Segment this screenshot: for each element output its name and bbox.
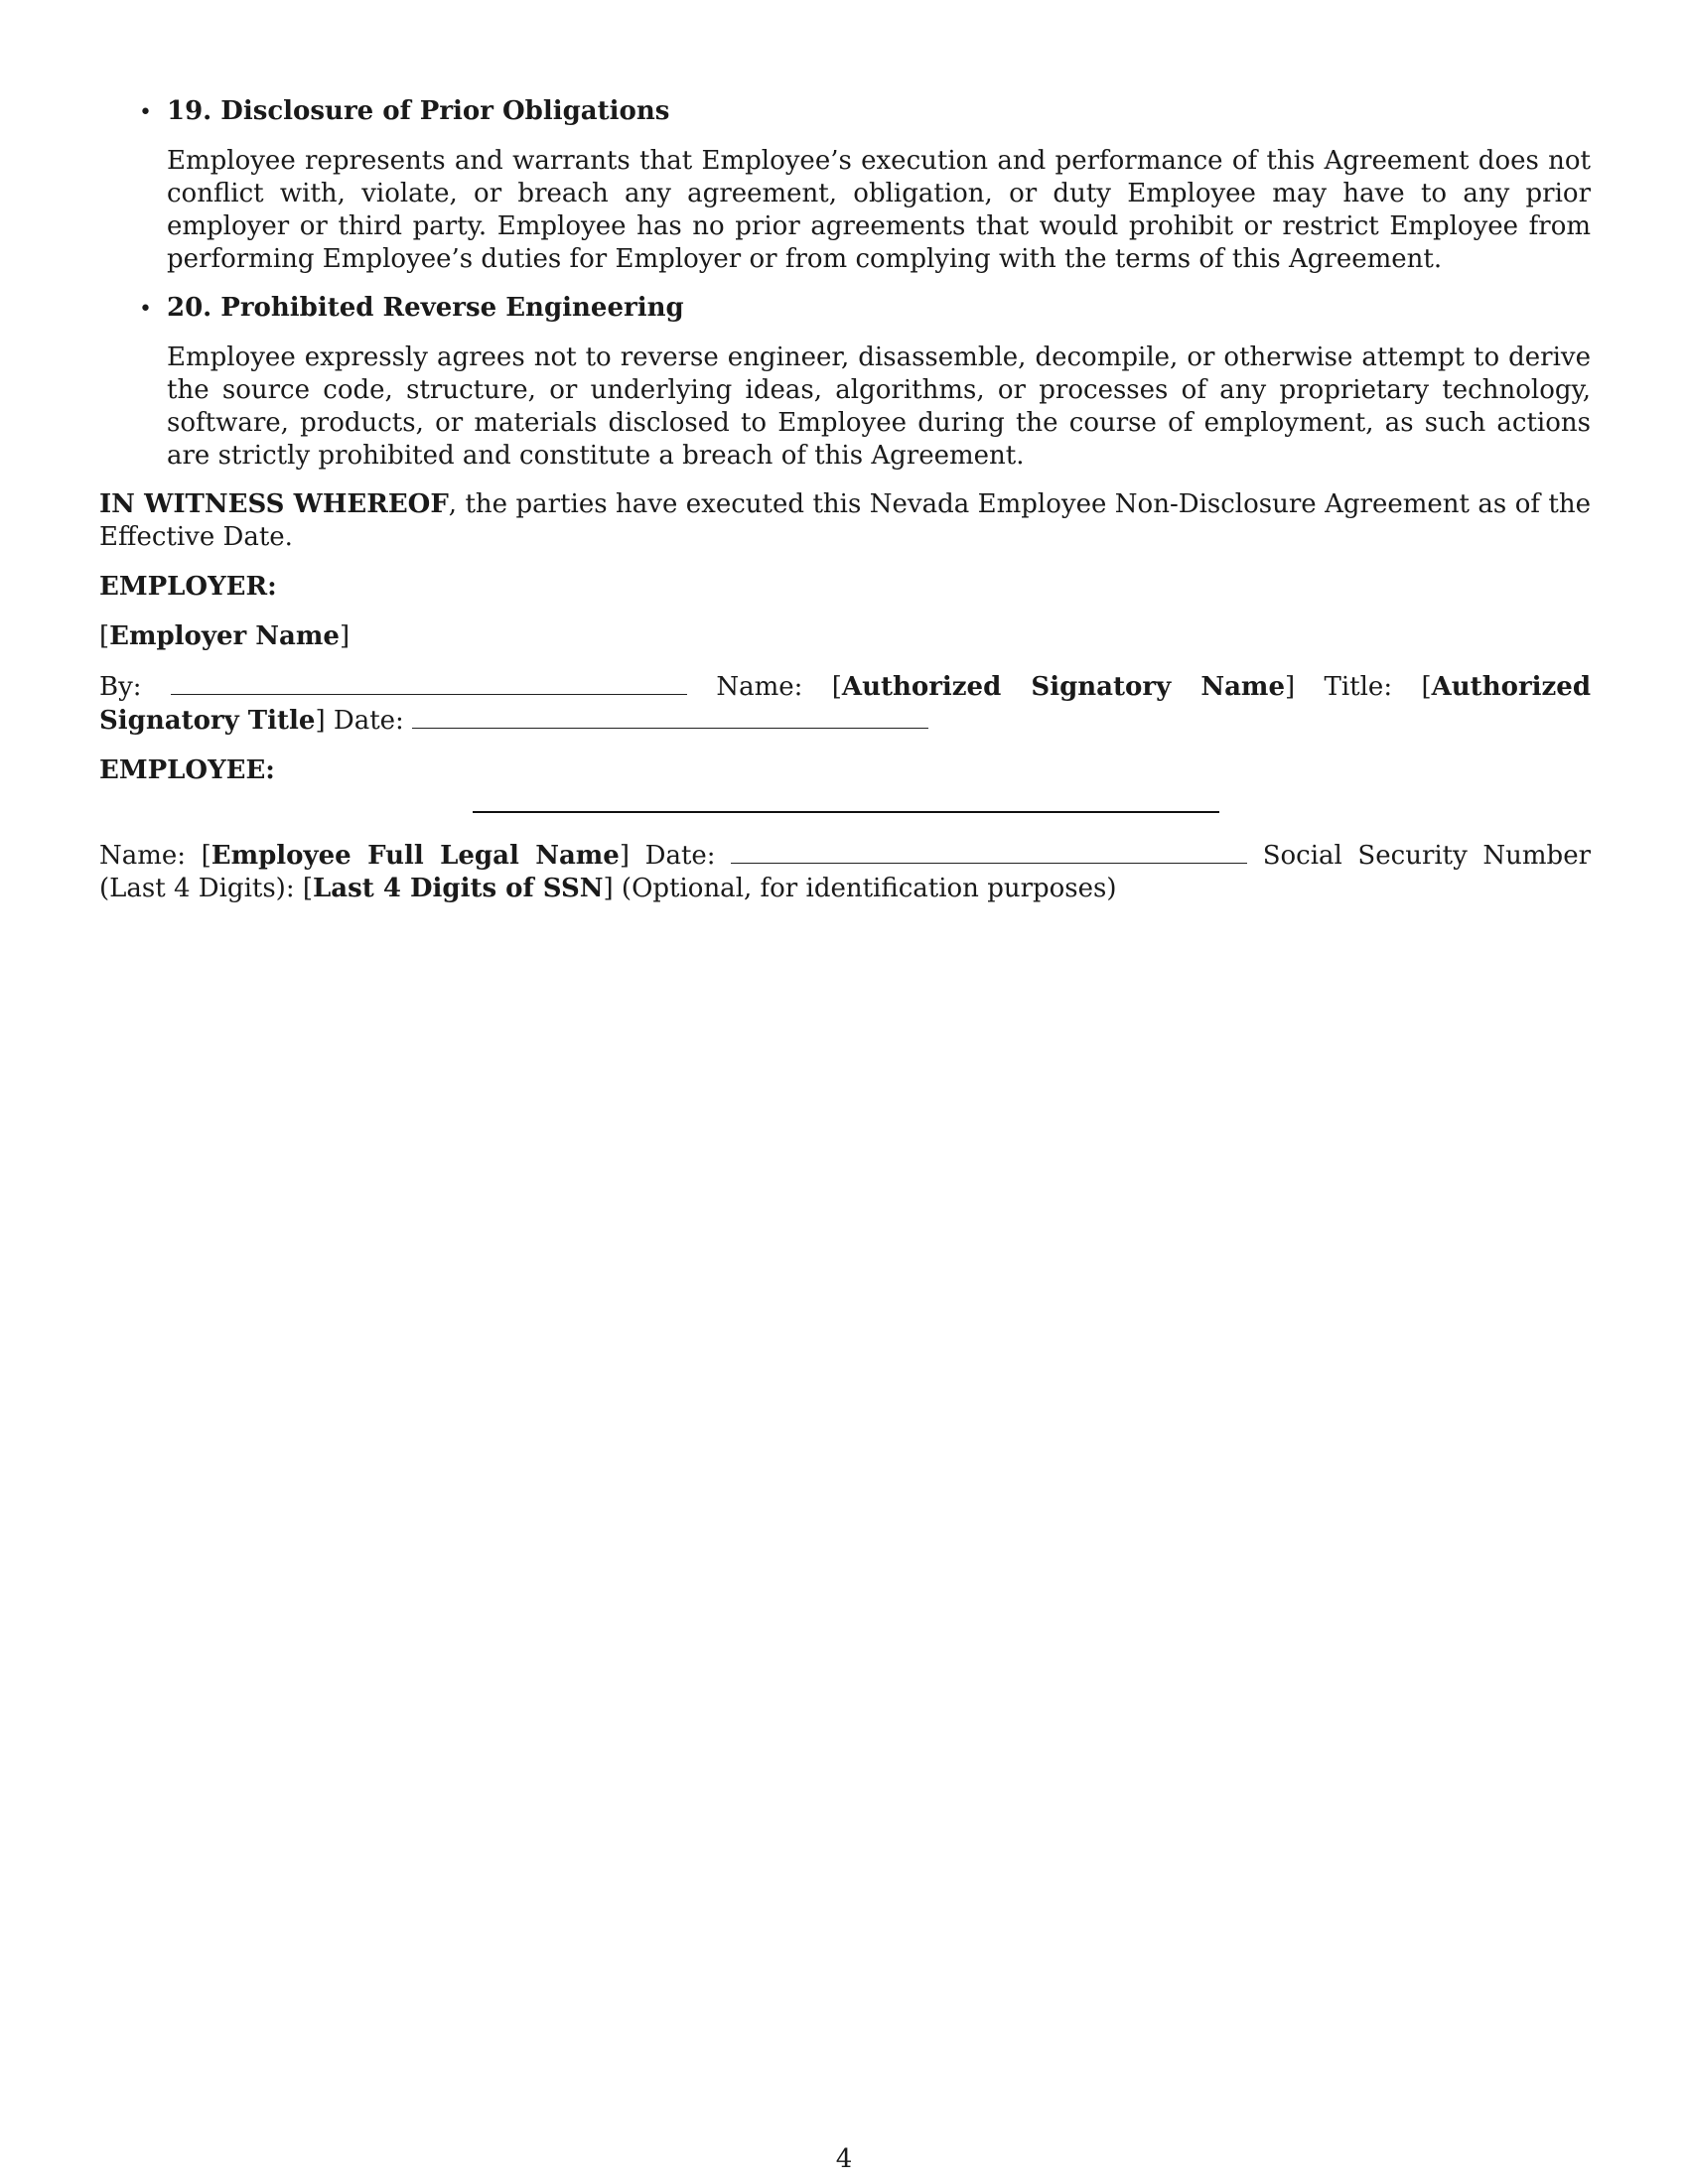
witness-text: , the parties have executed this Nevada Employee Non-Disclosure Agreement as of the Effective Date.: [99, 489, 1591, 552]
bracket-close: ]: [339, 621, 351, 651]
employer-name: [99, 620, 1591, 653]
employee-signature-line[interactable]: [473, 811, 1219, 813]
signatory-title-placeholder: Authorized Signatory Title: [99, 672, 1592, 736]
employer-name-placeholder: Employer Name: [109, 621, 340, 651]
section-20: [99, 292, 1591, 473]
section-heading-row: [99, 95, 1591, 129]
ssn-note: (Optional, for identification purposes): [621, 874, 1117, 903]
date-label: Date:: [333, 706, 404, 736]
employer-label: [99, 571, 1591, 604]
name-label: Name:: [716, 672, 803, 702]
section-heading: 19. Disclosure of Prior Obligations: [167, 96, 670, 126]
witness-lead: IN WITNESS WHEREOF: [99, 489, 449, 519]
section-19: [99, 95, 1591, 276]
name-label: Name:: [99, 841, 187, 871]
employee-label: [99, 754, 1591, 787]
section-heading: 20. Prohibited Reverse Engineering: [167, 293, 684, 323]
bullet-icon: •: [139, 297, 152, 322]
employee-label-text: EMPLOYEE:: [99, 755, 275, 785]
witness-clause: [99, 488, 1591, 554]
section-heading-row: [99, 292, 1591, 326]
signatory-name-placeholder: Authorized Signatory Name: [841, 672, 1285, 702]
employee-date-line[interactable]: [731, 839, 1247, 864]
title-label: Title:: [1324, 672, 1393, 702]
by-label: By:: [99, 672, 142, 702]
date-label: Date:: [644, 841, 716, 871]
bracket-open: [: [99, 621, 110, 651]
page-number: 4: [835, 2144, 853, 2174]
employer-label-text: EMPLOYER:: [99, 572, 277, 602]
document-page: [99, 95, 1591, 922]
ssn-label: Social Security Number (Last 4 Digits):: [99, 841, 1592, 903]
employer-date-line[interactable]: [412, 704, 928, 729]
ssn-placeholder: Last 4 Digits of SSN: [313, 874, 604, 903]
employee-name-placeholder: Employee Full Legal Name: [211, 841, 620, 871]
section-body: Employee expressly agrees not to reverse engineer, disassemble, decompile, or otherwise attempt to derive the source code, structure, or underlying ideas, algorithms, or processes of any proprietary technology, software, products, or materials disclosed to Employee during the course of employment, as such actions are strictly prohibited and constitute a breach of this Agreement.: [167, 342, 1591, 471]
bullet-icon: •: [139, 100, 152, 125]
section-body: Employee represents and warrants that Employee’s execution and performance of this Agreement does not conflict with, violate, or breach any agreement, obligation, or duty Employee may have to any prior employer or third party. Employee has no prior agreements that would prohibit or restrict Employee from performing Employee’s duties for Employer or from complying with the terms of this Agreement.: [167, 146, 1591, 274]
employer-signature-block: By: Name: [Authorized Signatory Name] Title: [Authorized Signatory Title] Date:: [99, 672, 1592, 736]
employee-signature-block: Name: [Employee Full Legal Name] Date: Social Security Number (Last 4 Digits): [Last 4 Digits of SSN] (Optional, for identification purposes): [99, 841, 1592, 903]
employer-signature-line[interactable]: [171, 670, 687, 695]
